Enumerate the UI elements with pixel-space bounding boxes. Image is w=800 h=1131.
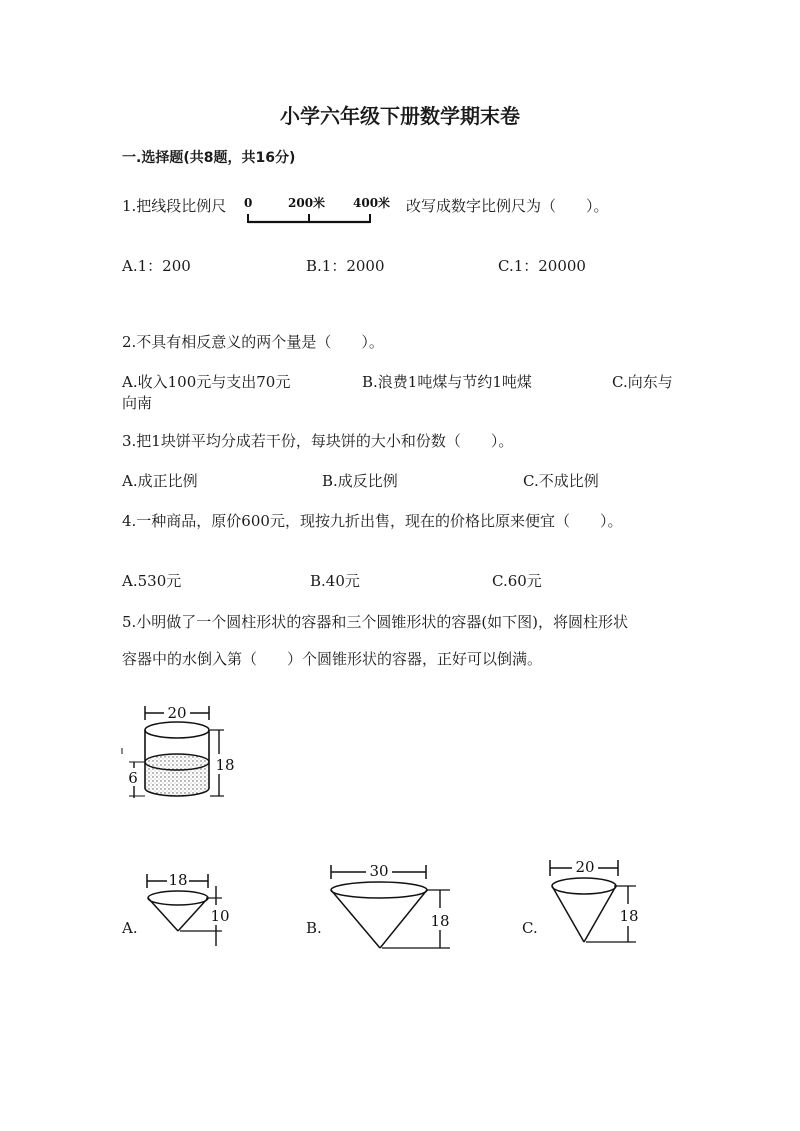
scale-bar-figure — [240, 192, 400, 228]
page-title: 小学六年级下册数学期末卷 — [280, 104, 520, 128]
q1-option-a: A.1：200 — [122, 257, 191, 275]
q1-suffix: 改写成数字比例尺为（ ）。 — [406, 197, 609, 215]
q5-line2: 容器中的水倒入第（ ）个圆锥形状的容器，正好可以倒满。 — [122, 650, 543, 668]
q2-text: 2.不具有相反意义的两个量是（ ）。 — [122, 333, 384, 351]
q4-option-a: A.530元 — [122, 572, 182, 590]
cylinder-diameter-label: 20 — [167, 704, 187, 722]
q3-option-a: A.成正比例 — [122, 472, 198, 490]
cone-a-rim — [148, 891, 208, 905]
cone-b-rim — [331, 882, 427, 898]
q3-option-c: C.不成比例 — [523, 472, 599, 490]
cone-b-figure — [326, 860, 456, 954]
cone-c-figure — [546, 856, 646, 948]
cone-c-height-label: 18 — [619, 907, 639, 925]
cone-a-height-label: 10 — [210, 907, 230, 925]
cone-c-label: C. — [522, 919, 538, 937]
q1-option-b: B.1：2000 — [306, 257, 385, 275]
cone-b-diameter-label: 30 — [369, 862, 389, 880]
scale-label-400: 400米 — [353, 196, 391, 210]
cone-c-diameter-label: 20 — [575, 858, 595, 876]
cone-b-label: B. — [306, 919, 322, 937]
cone-a-figure — [142, 868, 232, 950]
cone-b-height-label: 18 — [430, 912, 450, 930]
q4-text: 4.一种商品，原价600元，现按九折出售，现在的价格比原来便宜（ ）。 — [122, 512, 623, 530]
cylinder-top — [145, 722, 209, 738]
cone-c-rim — [552, 878, 616, 894]
q3-option-b: B.成反比例 — [322, 472, 398, 490]
section-heading: 一.选择题(共8题，共16分) — [122, 150, 296, 166]
cone-a-label: A. — [122, 919, 138, 937]
cylinder-figure — [120, 700, 250, 810]
q1-option-c: C.1：20000 — [498, 257, 586, 275]
q1-prefix: 1.把线段比例尺 — [122, 197, 227, 215]
q2-option-b: B.浪费1吨煤与节约1吨煤 — [362, 373, 532, 391]
q2-option-c: C.向东与 — [612, 373, 673, 391]
q3-text: 3.把1块饼平均分成若干份，每块饼的大小和份数（ ）。 — [122, 432, 514, 450]
scale-label-0: 0 — [244, 196, 253, 210]
scale-label-200: 200米 — [288, 196, 326, 210]
q2-option-c-cont: 向南 — [122, 394, 153, 412]
cylinder-height-label: 18 — [215, 756, 235, 774]
cone-a-diameter-label: 18 — [168, 871, 188, 889]
q2-option-a: A.收入100元与支出70元 — [122, 373, 291, 391]
q4-option-c: C.60元 — [492, 572, 542, 590]
q4-option-b: B.40元 — [310, 572, 360, 590]
water-surface — [145, 754, 209, 770]
q5-line1: 5.小明做了一个圆柱形状的容器和三个圆锥形状的容器(如下图)，将圆柱形状 — [122, 613, 629, 631]
water-height-label: 6 — [128, 769, 138, 787]
